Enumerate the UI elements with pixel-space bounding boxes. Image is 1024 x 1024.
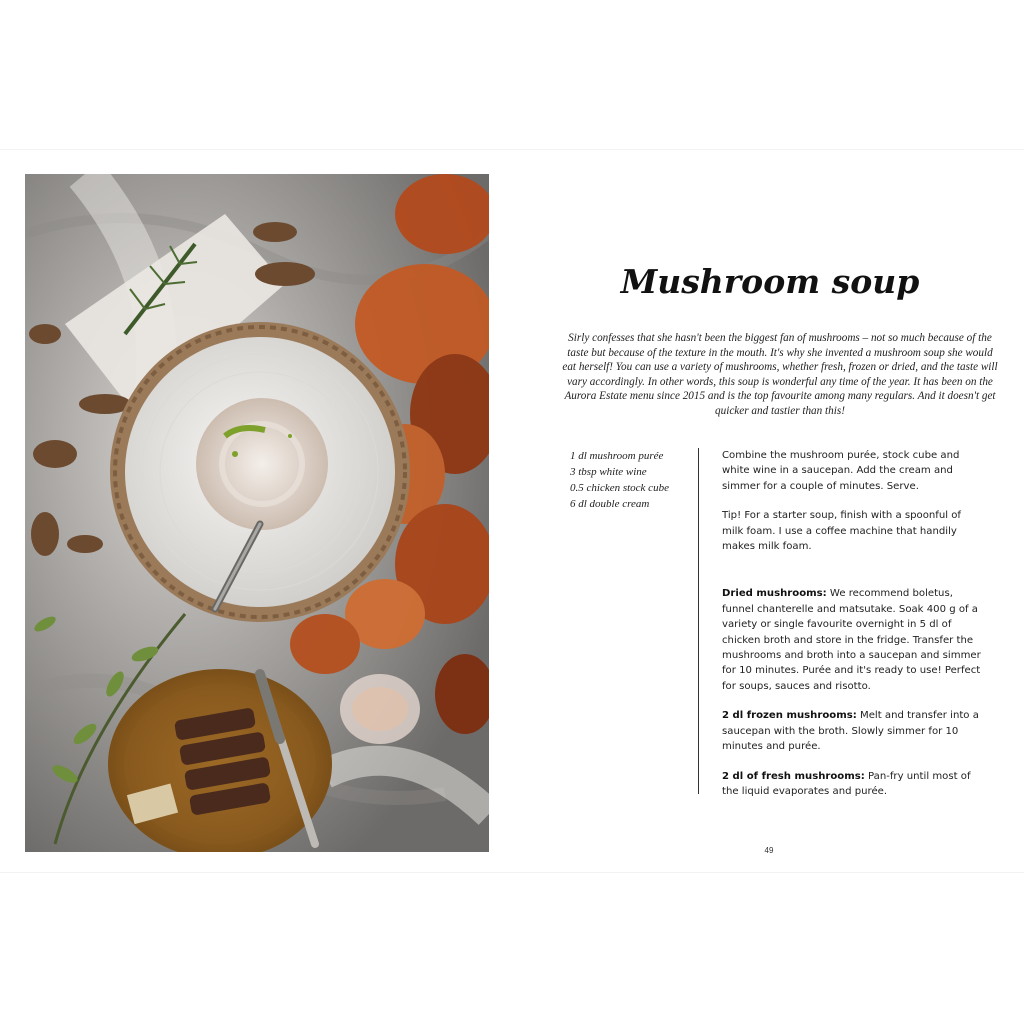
ingredient-item: 1 dl mushroom purée	[570, 450, 664, 462]
ingredient-list	[570, 448, 690, 512]
ingredient-item: 3 tbsp white wine	[570, 466, 647, 478]
ingredient-item: 6 dl double cream	[570, 498, 650, 510]
column-divider	[698, 448, 699, 794]
food-photo-illustration	[25, 174, 489, 852]
frozen-mushrooms-text: Melt and transfer into a saucepan with the broth. Slowly simmer for 10 minutes and purée.	[722, 710, 979, 753]
fresh-mushrooms-label: 2 dl of fresh mushrooms:	[722, 770, 865, 782]
method-tip: Tip! For a starter soup, finish with a spoonful of milk foam. I use a coffee machine that handily makes milk foam.	[722, 510, 961, 553]
frozen-mushrooms-note	[722, 708, 984, 754]
fresh-mushrooms-text: Pan-fry until most of the liquid evaporates and purée.	[722, 770, 971, 797]
fresh-mushrooms-note	[722, 769, 984, 800]
dried-mushrooms-label: Dried mushrooms:	[722, 588, 827, 600]
recipe-intro: Sirly confesses that she hasn't been the biggest fan of mushrooms – not so much because of the taste but because of the texture in the mouth. It's why she invented a mushroom soup she would eat herself! You can use a variety of mushrooms, whether fresh, frozen or dried, and the taste will vary accordingly. In other words, this soup is wonderful any time of the year. It has been on the Aurora Estate menu since 2015 and is the top favourite among many regulars. And it doesn't get quicker and tastier than this!	[562, 332, 998, 417]
method-column	[722, 448, 984, 813]
recipe-title: Mushroom soup	[620, 262, 920, 301]
method-step: Combine the mushroom purée, stock cube and white wine in a saucepan. Add the cream and simmer for a couple of minutes. Serve.	[722, 450, 960, 492]
frozen-mushrooms-label: 2 dl frozen mushrooms:	[722, 710, 857, 722]
page-number: 49	[764, 846, 774, 855]
dried-mushrooms-text: We recommend boletus, funnel chanterelle and matsutake. Soak 400 g of a variety or single favourite overnight in 5 dl of chicken broth and store in the fridge. Transfer the mushrooms and broth into a saucepan and simmer for 10 minutes. Purée and it's ready to use! Perfect for soups, sauces and risotto.	[722, 588, 981, 692]
food-photo	[25, 174, 489, 852]
dried-mushrooms-note	[722, 586, 984, 694]
ingredient-item: 0.5 chicken stock cube	[570, 482, 669, 494]
